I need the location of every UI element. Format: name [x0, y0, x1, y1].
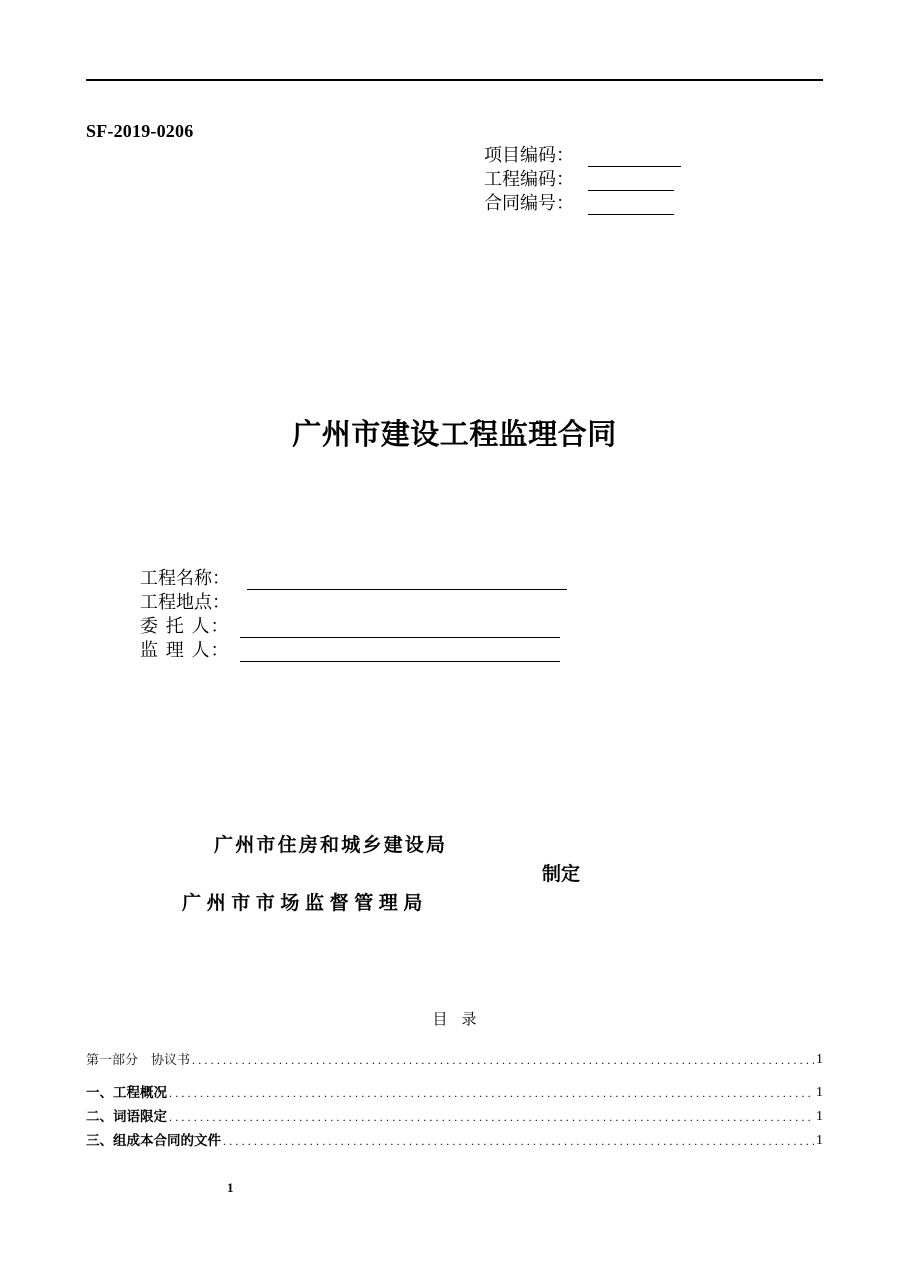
contract-number-blank — [588, 196, 674, 215]
project-code-blank — [588, 148, 681, 167]
contract-number-label: 合同编号： — [484, 193, 574, 214]
toc-entry-text: 三、组成本合同的文件 — [86, 1133, 221, 1149]
project-location-label: 工程地点： — [140, 592, 230, 613]
supervisor-line — [240, 641, 560, 662]
project-name-label: 工程名称： — [140, 568, 230, 589]
toc-entry-text: 一、工程概况 — [86, 1085, 167, 1101]
toc-leader-dots — [169, 1086, 814, 1101]
document-title: 广州市建设工程监理合同 — [292, 417, 617, 451]
engineering-code-label: 工程编码： — [484, 169, 574, 190]
issuer-made-label: 制定 — [542, 863, 581, 885]
project-code-row — [484, 143, 681, 167]
supervisor-label: 监 理 人： — [140, 640, 230, 661]
project-name-line — [247, 569, 567, 590]
toc-entry[interactable] — [86, 1079, 823, 1101]
toc-entry[interactable] — [86, 1046, 823, 1068]
toc-leader-dots — [192, 1053, 814, 1068]
client-label: 委 托 人： — [140, 616, 230, 637]
page-number: 1 — [227, 1180, 234, 1195]
issuer-market-bureau: 广州市市场监督管理局 — [182, 892, 429, 914]
toc-entry[interactable] — [86, 1103, 823, 1125]
toc-entry-page: 1 — [816, 1133, 823, 1148]
toc-leader-dots — [223, 1134, 814, 1149]
issuer-housing-bureau: 广州市住房和城乡建设局 — [214, 834, 448, 856]
toc-entry-page: 1 — [816, 1109, 823, 1124]
client-line — [240, 617, 560, 638]
project-code-label: 项目编码： — [484, 145, 574, 166]
supervisor-row — [140, 638, 567, 662]
contract-fields — [140, 566, 567, 662]
toc-leader-dots — [169, 1110, 814, 1125]
project-name-row — [140, 566, 567, 590]
contract-number-row — [484, 191, 681, 215]
engineering-code-row — [484, 167, 681, 191]
project-location-row — [140, 590, 567, 614]
engineering-code-blank — [588, 172, 674, 191]
client-row — [140, 614, 567, 638]
toc-heading: 目录 — [432, 1010, 491, 1028]
header-rule — [86, 79, 823, 81]
toc-entry[interactable] — [86, 1127, 823, 1149]
code-block — [484, 143, 681, 215]
toc-entry-text: 二、词语限定 — [86, 1109, 167, 1125]
toc-entry-page: 1 — [816, 1085, 823, 1100]
toc-entry-text: 第一部分 协议书 — [86, 1053, 191, 1068]
toc-entry-page: 1 — [816, 1052, 823, 1067]
document-code: SF-2019-0206 — [86, 121, 194, 141]
